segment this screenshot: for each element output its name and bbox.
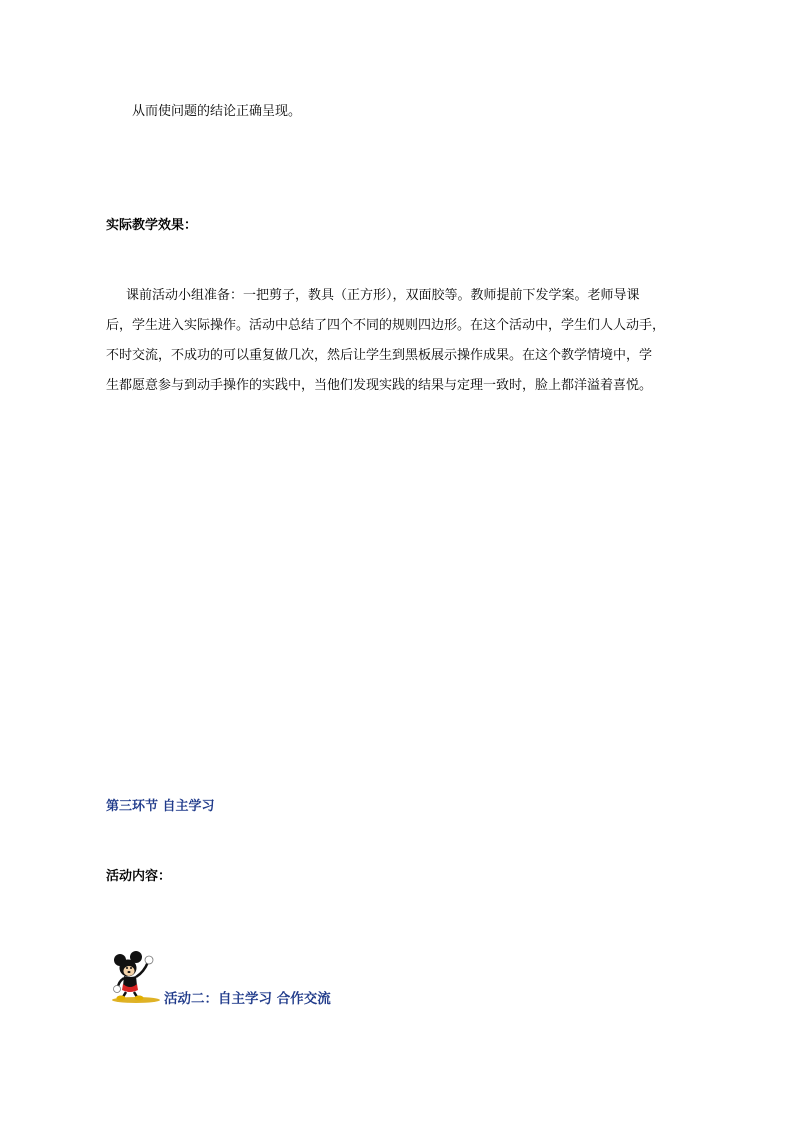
effect-paragraph-line: 课前活动小组准备：一把剪子，教具（正方形），双面胶等。教师提前下发学案。老师导课 bbox=[126, 288, 640, 303]
mickey-mouse-icon bbox=[106, 948, 164, 1006]
effect-paragraph-line: 生都愿意参与到动手操作的实践中，当他们发现实践的结果与定理一致时，脸上都洋溢着喜悦。 bbox=[106, 378, 653, 393]
effect-paragraph-line: 后，学生进入实际操作。活动中总结了四个不同的规则四边形。在这个活动中，学生们人人动手， bbox=[106, 318, 666, 333]
activity-title: 活动二：自主学习 合作交流 bbox=[164, 991, 331, 1007]
effect-paragraph-line: 不时交流，不成功的可以重复做几次，然后让学生到黑板展示操作成果。在这个教学情境中，学 bbox=[106, 348, 653, 363]
section-heading: 第三环节 自主学习 bbox=[106, 799, 215, 814]
continued-text-line: 从而使问题的结论正确呈现。 bbox=[132, 104, 302, 119]
activity-content-heading: 活动内容： bbox=[106, 869, 172, 884]
effect-heading: 实际教学效果： bbox=[106, 218, 198, 233]
